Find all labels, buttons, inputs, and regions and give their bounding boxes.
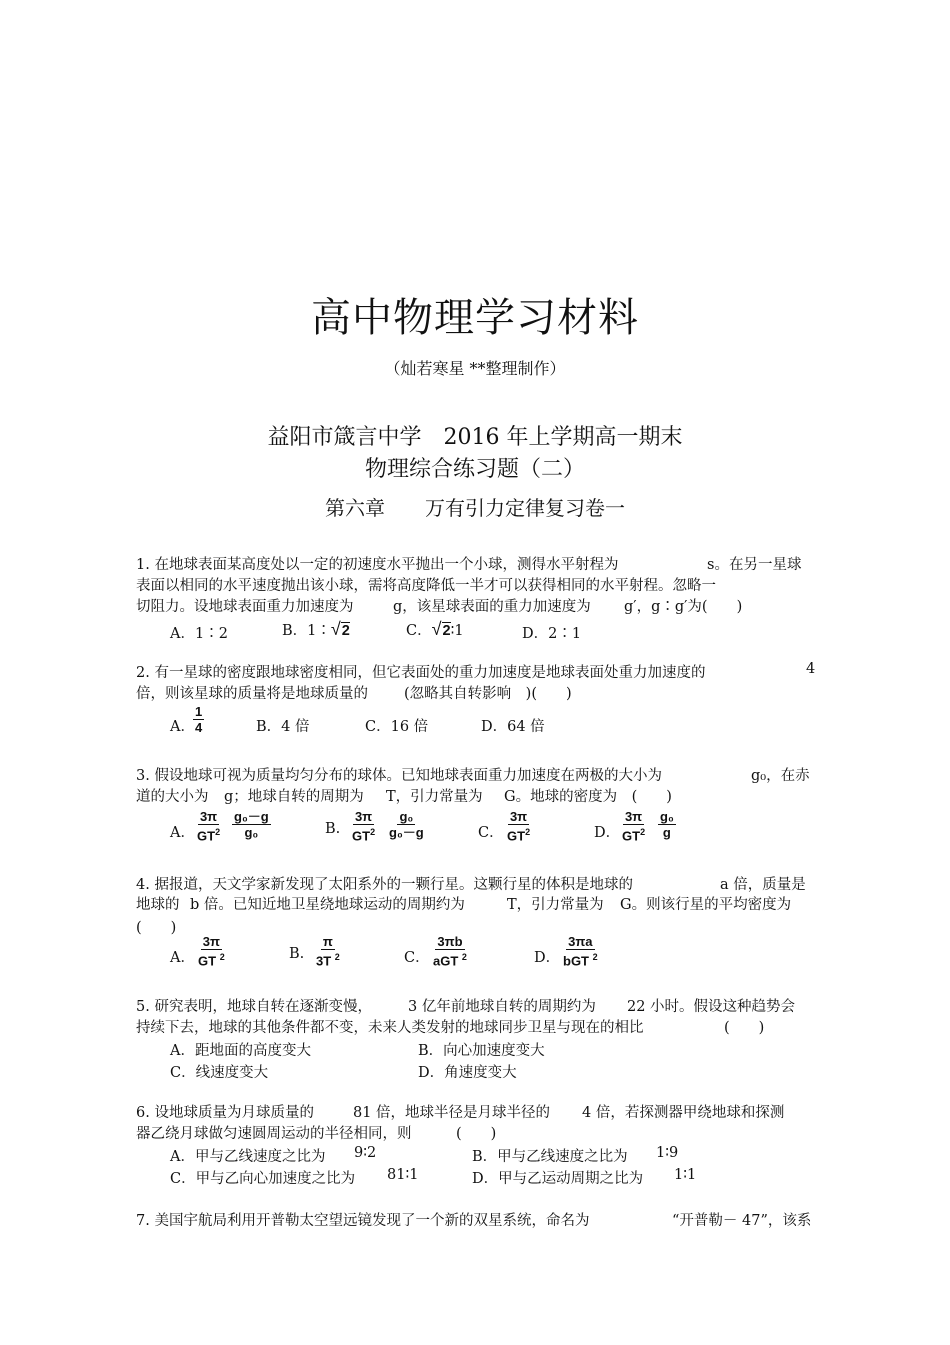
q3-option-b-fraction-2: $\frac{\text{g₀}}{\text{g₀－g}}$: [389, 809, 424, 840]
q3-option-b-label: B.: [325, 821, 341, 837]
q6-option-c: C．甲与乙向心加速度之比为 81∶1: [170, 1167, 419, 1187]
q3-line2-c: T，引力常量为: [386, 789, 483, 805]
q4-option-b-fraction: $\frac{\pi}{3T ^2}$: [316, 934, 340, 969]
q3-line2-d: G。地球的密度为 ( ): [504, 789, 672, 805]
q6-line1-mid: 81 倍，地球半径是月球半径的: [353, 1105, 551, 1121]
q1-line3-mid: g，该星球表面的重力加速度为: [393, 599, 591, 615]
q1-option-c-label: C．: [406, 623, 432, 639]
q2-line2-text: 倍，则该星球的质量将是地球质量的: [136, 686, 368, 702]
q3-option-a-fraction-2: $\frac{\text{g₀－g}}{\text{g₀}}$: [234, 809, 269, 840]
q4-line2-c: T，引力常量为: [507, 897, 604, 913]
q3-option-a-fraction-1: $\frac{3\pi}{GT^2}$: [197, 809, 221, 844]
q1-option-b-label: B．1∶: [282, 623, 331, 639]
q4-line1-text: 4. 据报道，天文学家新发现了太阳系外的一颗行星。这颗行星的体积是地球的: [136, 877, 633, 893]
q3-option-d-fraction-1: $\frac{3\pi}{GT^2}$: [622, 809, 646, 844]
q3-option-d-label: D．: [594, 825, 621, 841]
q7-line1-end: “开普勒－ 47”，该系: [672, 1213, 812, 1229]
q5-line1-end: 22 小时。假设这种趋势会: [627, 999, 796, 1015]
exercise-heading: 物理综合练习题（二）: [364, 457, 585, 482]
q3-line2-text: 道的大小为: [136, 789, 209, 805]
q6-line1-end: 4 倍，若探测器甲绕地球和探测: [582, 1105, 785, 1121]
q4-line1-end: a 倍，质量是: [720, 877, 806, 893]
q1-line3-end: g′，g∶g′为( ): [624, 599, 743, 615]
q2-option-c: C．16 倍: [365, 719, 429, 735]
q4-option-b-label: B.: [289, 946, 305, 962]
q4-option-c-fraction: 3πb aGT $^2$: [433, 934, 467, 969]
q2-line1-text: 2. 有一星球的密度跟地球密度相同，但它表面处的重力加速度是地球表面处重力加速度的: [136, 665, 706, 681]
q1-line1-end: s。在另一星球: [707, 557, 802, 573]
q4-option-c-label: C．: [404, 950, 430, 966]
q3-line2-b: g；地球自转的周期为: [224, 789, 364, 805]
q5-line1-mid: 3 亿年前地球自转的周期约为: [408, 999, 596, 1015]
document-subtitle: （灿若寒星 **整理制作）: [384, 359, 566, 378]
q2-option-b: B．4 倍: [256, 719, 310, 735]
sqrt-symbol: √: [431, 619, 442, 639]
q4-option-a-fraction: $\frac{3\pi}{GT ^2}$: [198, 934, 225, 969]
chapter-heading: 第六章 万有引力定律复习卷一: [325, 496, 625, 520]
q4-option-d-fraction: 3πa bGT $^2$: [563, 934, 598, 969]
q1-option-b: [282, 619, 350, 640]
q1-option-d: D．2∶1: [522, 626, 582, 642]
q5-option-b: B．向心加速度变大: [418, 1043, 545, 1059]
q3-option-d-fraction-2: $\frac{\text{g₀}}{g}$: [660, 809, 674, 840]
q2-option-d: D．64 倍: [481, 719, 545, 735]
q5-option-a: A．距地面的高度变大: [170, 1043, 311, 1059]
q3-line1-end: g₀，在赤: [751, 768, 810, 784]
school-exam-heading: 益阳市箴言中学 2016 年上学期高一期末: [267, 425, 683, 450]
q1-option-b-radicand: 2: [341, 623, 350, 639]
q4-line3-answer-blank: ( ): [136, 920, 177, 936]
fraction-numerator: 1: [195, 704, 203, 719]
q4-line2-b: b 倍。已知近地卫星绕地球运动的周期约为: [190, 897, 465, 913]
q6-line2-end: ( ): [456, 1126, 497, 1142]
q2-option-a-label: A．: [170, 719, 195, 735]
q4-line2-text: 地球的: [136, 897, 180, 913]
q7-line1-text: 7. 美国宇航局利用开普勒太空望远镜发现了一个新的双星系统，命名为: [136, 1213, 590, 1229]
q1-option-c-radicand: 2: [442, 623, 451, 639]
q3-option-a-label: A．: [170, 825, 195, 841]
q6-line2-text: 器乙绕月球做匀速圆周运动的半径相同，则: [136, 1126, 412, 1142]
q5-option-c: C．线速度变大: [170, 1065, 269, 1081]
q2-line2-end: (忽略其自转影响 )( ): [404, 686, 572, 702]
q2-option-a-fraction: [193, 704, 204, 735]
q4-option-d-label: D．: [534, 950, 561, 966]
q5-line1-text: 5. 研究表明，地球自转在逐渐变慢，: [136, 999, 372, 1015]
q1-option-c: [406, 619, 464, 640]
q1-line1-text: 1. 在地球表面某高度处以一定的初速度水平抛出一个小球，测得水平射程为: [136, 557, 619, 573]
q3-line1-text: 3. 假设地球可视为质量均匀分布的球体。已知地球表面重力加速度在两极的大小为: [136, 768, 662, 784]
q6-option-d: D．甲与乙运动周期之比为 1∶1: [472, 1167, 697, 1187]
q6-option-a: A．甲与乙线速度之比为 9∶2: [170, 1145, 377, 1165]
q5-line2-text: 持续下去，地球的其他条件都不变，未来人类发射的地球同步卫星与现在的相比: [136, 1020, 644, 1036]
q6-option-b: B．甲与乙线速度之比为 1∶9: [472, 1145, 679, 1165]
fraction-denominator: 4: [195, 720, 203, 735]
document-title: 高中物理学习材料: [311, 295, 639, 341]
q4-option-a-label: A．: [170, 950, 195, 966]
q3-option-c-fraction: $\frac{3\pi}{GT^2}$: [507, 809, 531, 844]
q3-option-b-fraction-1: $\frac{3\pi}{GT^2}$: [352, 809, 376, 844]
q4-line2-d: G。则该行星的平均密度为: [620, 897, 792, 913]
q1-option-a: A．1∶2: [170, 626, 228, 642]
q6-line1-text: 6. 设地球质量为月球质量的: [136, 1105, 314, 1121]
sqrt-symbol: √: [330, 619, 341, 639]
q5-option-d: D．角速度变大: [418, 1065, 517, 1081]
q1-option-c-ratio: ∶1: [450, 623, 464, 639]
q5-line2-end: ( ): [724, 1020, 765, 1036]
q2-line1-end: 4: [806, 661, 816, 677]
q3-option-c-label: C．: [478, 825, 504, 841]
q1-line2-text: 表面以相同的水平速度抛出该小球，需将高度降低一半才可以获得相同的水平射程。忽略一: [136, 578, 716, 594]
q1-line3-text: 切阻力。设地球表面重力加速度为: [136, 599, 354, 615]
